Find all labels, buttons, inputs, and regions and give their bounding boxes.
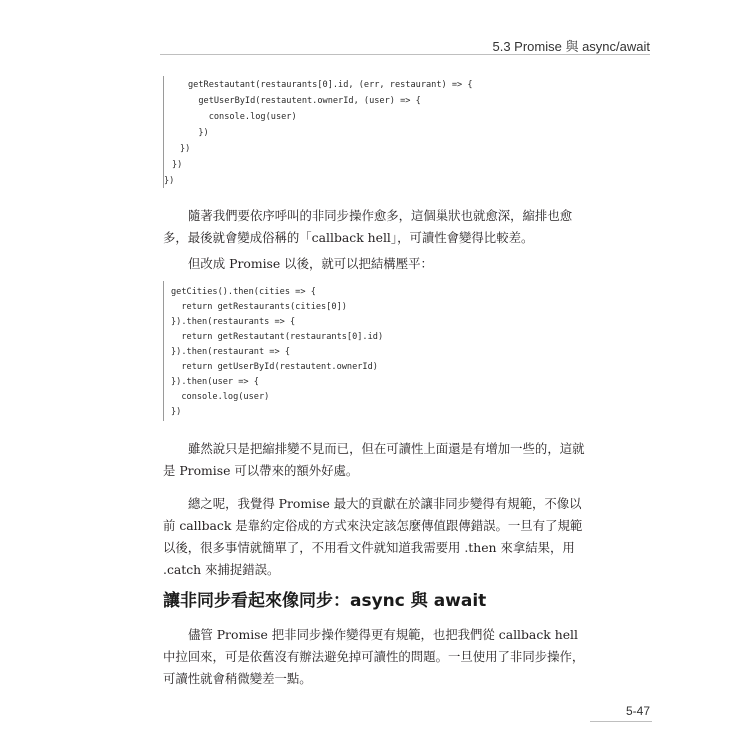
paragraph-1: 隨著我們要依序呼叫的非同步操作愈多，這個巢狀也就愈深，縮排也愈多，最後就會變成俗稱的「callback hell」，可讀性會變得比較差。 [163, 208, 573, 245]
footer-rule [590, 721, 652, 722]
code-line: }).then(restaurants => { [171, 317, 296, 327]
code-line: return getRestaurants(cities[0]) [171, 302, 347, 312]
code-line: return getUserById(restautent.ownerId) [171, 362, 378, 372]
code-line: }) [180, 144, 191, 154]
code-line: return getRestautant(restaurants[0].id) [171, 332, 384, 342]
paragraph-4: 總之呢，我覺得 Promise 最大的貢獻在於讓非同步變得有規範，不像以前 callback 是靠約定俗成的方式來決定該怎麼傳值跟傳錯誤。一旦有了規範以後，很多事情就簡單了，不用看文件就知道我需要用 .then 來拿結果，用 .catch 來捕捉錯誤。 [163, 496, 583, 577]
code-line: console.log(user) [171, 392, 270, 402]
code-line: }) [171, 407, 182, 417]
page-number: 5-47 [625, 704, 650, 718]
paragraph-2: 但改成 Promise 以後，就可以把結構壓平： [188, 256, 433, 271]
code-line: }).then(restaurant => { [171, 347, 290, 357]
code-line: }) [164, 176, 175, 186]
code-block-promise-chain [163, 281, 644, 421]
running-header: 5.3 Promise 與 async/await [492, 39, 650, 54]
code-block-nested-callbacks [163, 76, 644, 188]
code-line: console.log(user) [188, 112, 297, 122]
paragraph-3: 雖然說只是把縮排變不見而已，但在可讀性上面還是有增加一些的，這就是 Promise 可以帶來的額外好處。 [163, 441, 585, 478]
code-line: }) [172, 160, 183, 170]
code-line: }).then(user => { [171, 377, 259, 387]
paragraph-5: 儘管 Promise 把非同步操作變得更有規範，也把我們從 callback hell 中拉回來，可是依舊沒有辦法避免掉可讀性的問題。一旦使用了非同步操作，可讀性就會稍微變差一點。 [163, 627, 585, 686]
code-line: getCities().then(cities => { [171, 287, 316, 297]
code-line: }) [188, 128, 209, 138]
code-line: getRestautant(restaurants[0].id, (err, restaurant) => { [188, 80, 473, 90]
header-rule [160, 54, 650, 55]
code-line: getUserById(restautent.ownerId, (user) => { [188, 96, 421, 106]
section-heading: 讓非同步看起來像同步：async 與 await [163, 591, 487, 611]
